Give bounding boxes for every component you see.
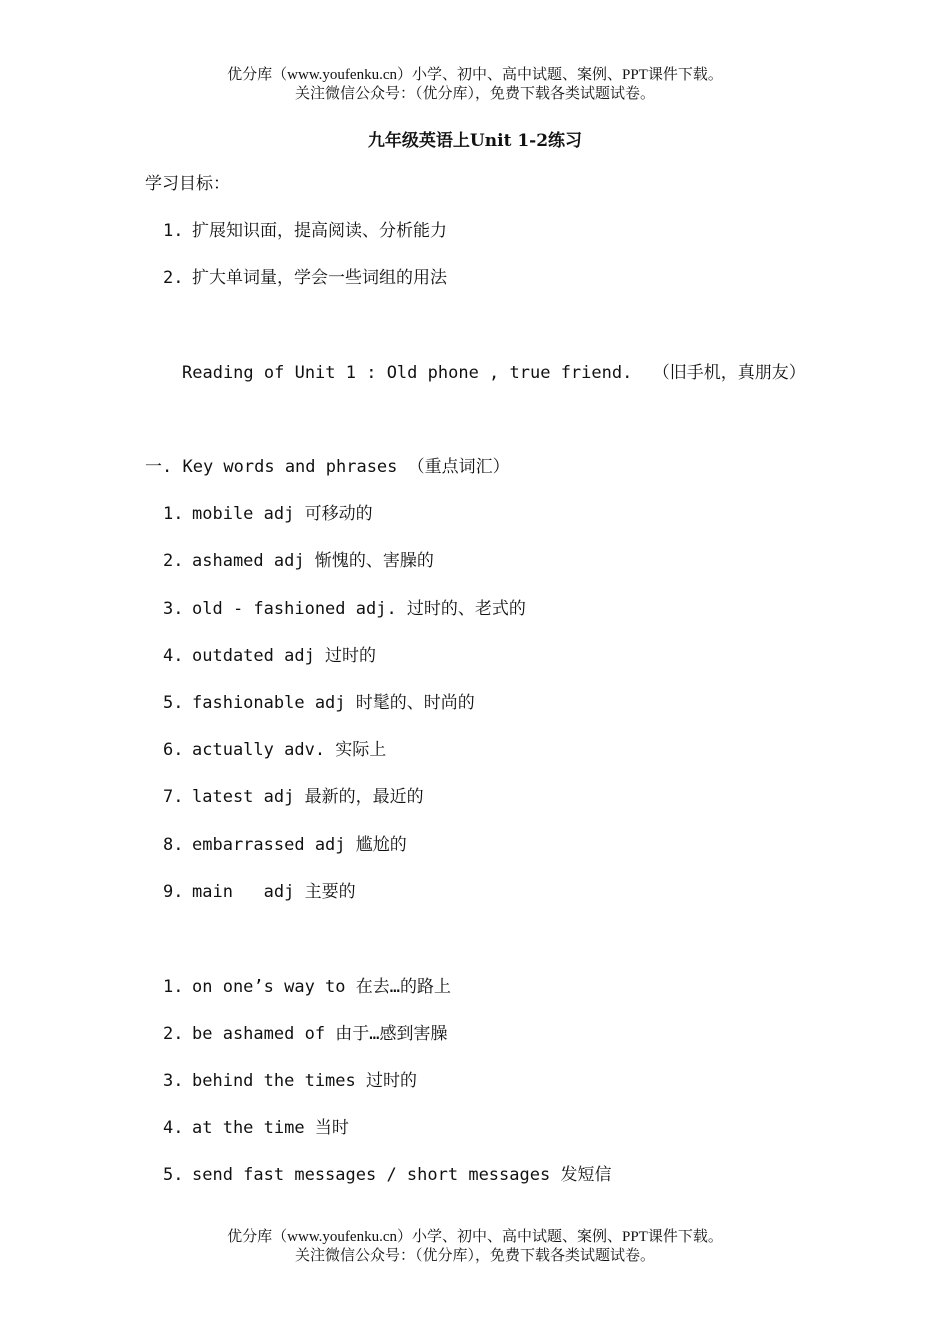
item-text: be ashamed of 由于…感到害臊: [192, 1024, 448, 1044]
item-text: old - fashioned adj. 过时的、老式的: [192, 599, 526, 619]
objective-number: 1.: [163, 221, 184, 241]
item-text: at the time 当时: [192, 1118, 349, 1138]
item-number: 4.: [163, 1118, 184, 1138]
section-heading: 一. Key words and phrases （重点词汇）: [145, 457, 510, 477]
item-text: send fast messages / short messages 发短信: [192, 1165, 612, 1185]
header-line-2: 关注微信公众号：（优分库），免费下载各类试题试卷。: [294, 86, 655, 102]
header-line-1: 优分库（www.youfenku.cn）小学、初中、高中试题、案例、PPT课件下载。: [227, 67, 723, 83]
item-number: 6.: [163, 740, 184, 760]
list-item: [163, 881, 356, 903]
list-item: [163, 550, 434, 572]
item-number: 2.: [163, 551, 184, 571]
page-header: [0, 66, 950, 104]
item-number: 9.: [163, 882, 184, 902]
list-item: [163, 1023, 448, 1045]
objective-item: [163, 220, 447, 242]
document-title: 九年级英语上Unit 1-2练习: [367, 131, 583, 151]
item-text: main adj 主要的: [192, 882, 356, 902]
item-text: fashionable adj 时髦的、时尚的: [192, 693, 475, 713]
list-item: [163, 976, 451, 998]
item-text: behind the times 过时的: [192, 1071, 417, 1091]
item-text: latest adj 最新的，最近的: [192, 787, 424, 807]
list-item: [163, 1117, 349, 1139]
list-item: [163, 1164, 611, 1186]
item-number: 1.: [163, 504, 184, 524]
footer-line-2: 关注微信公众号：（优分库），免费下载各类试题试卷。: [294, 1248, 655, 1264]
item-number: 5.: [163, 693, 184, 713]
objective-item: [163, 267, 447, 289]
item-number: 7.: [163, 787, 184, 807]
list-item: [163, 598, 526, 620]
item-number: 3.: [163, 1071, 184, 1091]
item-text: embarrassed adj 尴尬的: [192, 835, 407, 855]
reading-title: Reading of Unit 1 : Old phone , true friend. （旧手机，真朋友）: [182, 363, 806, 383]
list-item: [163, 739, 386, 761]
list-item: [163, 645, 376, 667]
objective-number: 2.: [163, 268, 184, 288]
item-number: 1.: [163, 977, 184, 997]
footer-line-1: 优分库（www.youfenku.cn）小学、初中、高中试题、案例、PPT课件下载。: [227, 1229, 723, 1245]
item-number: 3.: [163, 599, 184, 619]
objectives-heading: 学习目标：: [145, 174, 230, 194]
list-item: [163, 786, 424, 808]
list-item: [163, 1070, 417, 1092]
item-text: actually adv. 实际上: [192, 740, 387, 760]
item-number: 5.: [163, 1165, 184, 1185]
page-footer: [0, 1228, 950, 1266]
item-text: on one’s way to 在去…的路上: [192, 977, 451, 997]
list-item: [163, 834, 407, 856]
list-item: [163, 503, 373, 525]
item-text: outdated adj 过时的: [192, 646, 377, 666]
item-number: 8.: [163, 835, 184, 855]
item-number: 4.: [163, 646, 184, 666]
list-item: [163, 692, 475, 714]
item-text: ashamed adj 惭愧的、害臊的: [192, 551, 434, 571]
objective-text: 扩大单词量，学会一些词组的用法: [192, 268, 447, 288]
objective-text: 扩展知识面，提高阅读、分析能力: [192, 221, 447, 241]
item-text: mobile adj 可移动的: [192, 504, 373, 524]
item-number: 2.: [163, 1024, 184, 1044]
